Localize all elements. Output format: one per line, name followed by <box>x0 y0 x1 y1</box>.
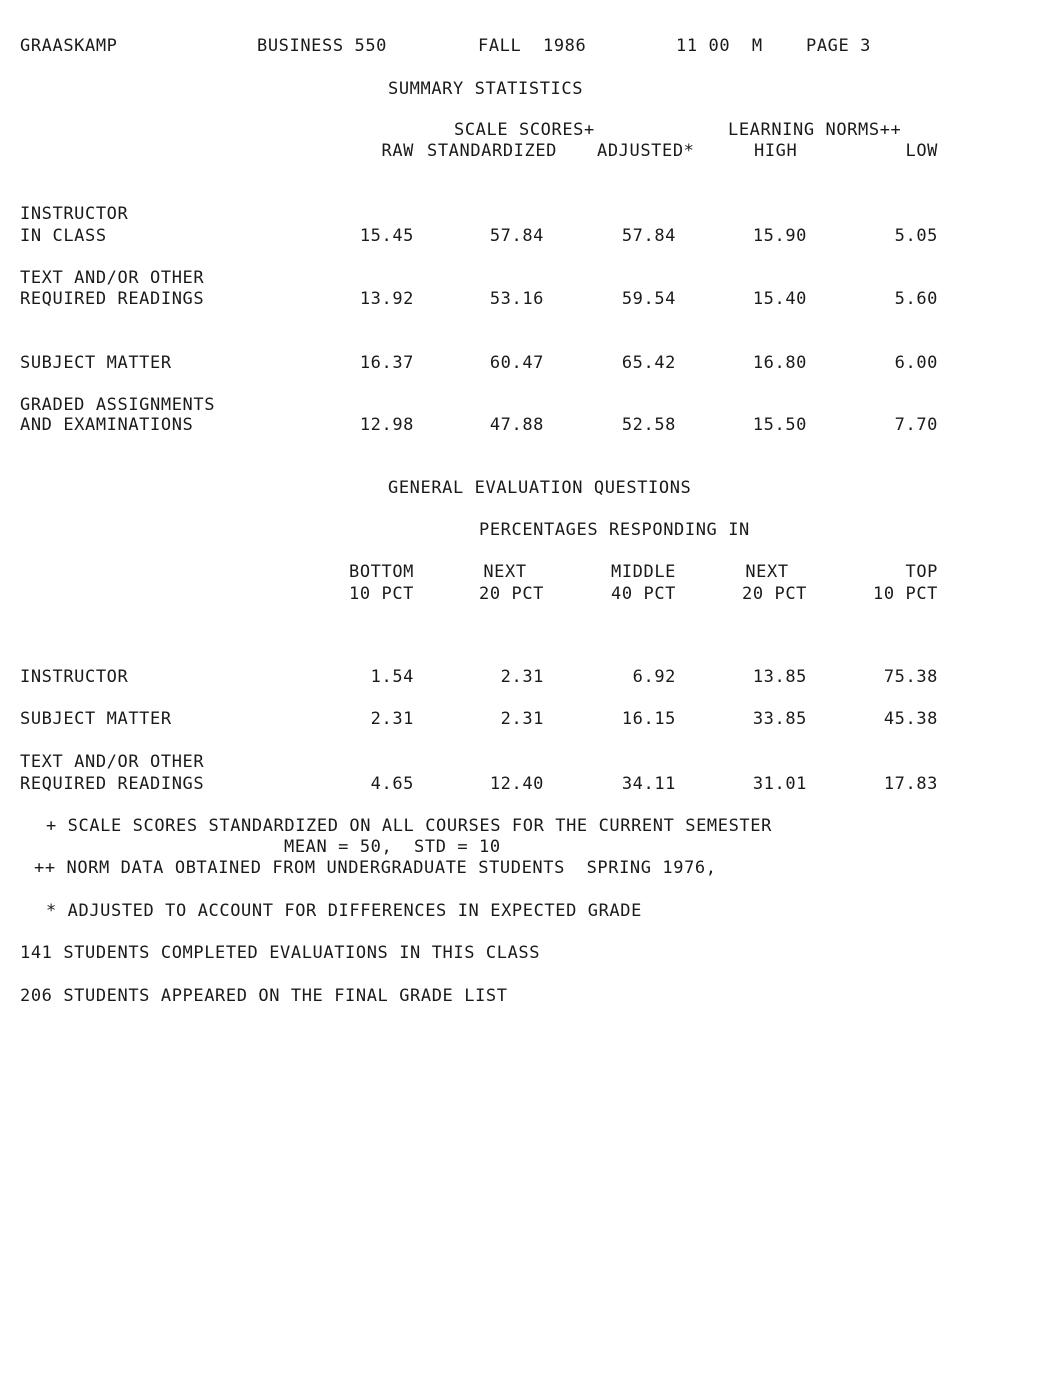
term: FALL 1986 <box>478 36 587 56</box>
col-header-middle-pct: 40 PCT <box>610 584 676 604</box>
general-row-label: TEXT AND/OR OTHER <box>20 752 205 772</box>
general-row-label: INSTRUCTOR <box>20 667 129 687</box>
general-cell: 13.85 <box>752 667 807 687</box>
summary-row-label: INSTRUCTOR <box>20 204 129 224</box>
scale-scores-heading: SCALE SCORES+ <box>454 120 595 140</box>
general-cell: 45.38 <box>883 709 938 729</box>
summary-row-label: AND EXAMINATIONS <box>20 415 194 435</box>
summary-cell-adjusted: 52.58 <box>621 415 676 435</box>
summary-row-label: SUBJECT MATTER <box>20 353 172 373</box>
summary-cell-high: 15.50 <box>752 415 807 435</box>
col-header-next-low: NEXT <box>483 562 527 582</box>
general-cell: 2.31 <box>370 709 414 729</box>
general-cell: 1.54 <box>370 667 414 687</box>
col-header-top-pct: 10 PCT <box>872 584 938 604</box>
summary-cell-raw: 13.92 <box>359 289 414 309</box>
summary-cell-low: 5.05 <box>894 226 938 246</box>
summary-cell-high: 15.90 <box>752 226 807 246</box>
summary-cell-adjusted: 59.54 <box>621 289 676 309</box>
note-norm-data: ++ NORM DATA OBTAINED FROM UNDERGRADUATE STUDENTS SPRING 1976, <box>34 858 717 878</box>
page-number: PAGE 3 <box>806 36 872 56</box>
col-header-next-high: NEXT <box>745 562 789 582</box>
summary-cell-standardized: 57.84 <box>489 226 544 246</box>
summary-cell-high: 16.80 <box>752 353 807 373</box>
summary-row-label: REQUIRED READINGS <box>20 289 205 309</box>
learning-norms-heading: LEARNING NORMS++ <box>728 120 902 140</box>
general-cell: 34.11 <box>621 774 676 794</box>
general-cell: 12.40 <box>489 774 544 794</box>
general-cell: 4.65 <box>370 774 414 794</box>
col-header-bottom-pct: 10 PCT <box>348 584 414 604</box>
summary-cell-raw: 16.37 <box>359 353 414 373</box>
summary-cell-low: 6.00 <box>894 353 938 373</box>
col-header-high: HIGH <box>754 141 798 161</box>
instructor-name: GRAASKAMP <box>20 36 118 56</box>
summary-cell-high: 15.40 <box>752 289 807 309</box>
course-name: BUSINESS 550 <box>257 36 388 56</box>
summary-cell-adjusted: 57.84 <box>621 226 676 246</box>
general-subtitle: PERCENTAGES RESPONDING IN <box>479 520 750 540</box>
summary-cell-standardized: 53.16 <box>489 289 544 309</box>
summary-cell-low: 5.60 <box>894 289 938 309</box>
summary-cell-standardized: 47.88 <box>489 415 544 435</box>
general-row-label: SUBJECT MATTER <box>20 709 172 729</box>
col-header-raw: RAW <box>381 141 414 161</box>
general-cell: 2.31 <box>500 667 544 687</box>
summary-cell-raw: 15.45 <box>359 226 414 246</box>
note-mean-std: MEAN = 50, STD = 10 <box>284 837 501 857</box>
summary-row-label: GRADED ASSIGNMENTS <box>20 395 216 415</box>
students-appeared: 206 STUDENTS APPEARED ON THE FINAL GRADE LIST <box>20 986 508 1006</box>
col-header-next-low-pct: 20 PCT <box>478 584 544 604</box>
col-header-low: LOW <box>905 141 938 161</box>
summary-row-label: IN CLASS <box>20 226 107 246</box>
summary-cell-adjusted: 65.42 <box>621 353 676 373</box>
general-cell: 6.92 <box>632 667 676 687</box>
note-adjusted: * ADJUSTED TO ACCOUNT FOR DIFFERENCES IN EXPECTED GRADE <box>46 901 642 921</box>
col-header-bottom: BOTTOM <box>348 562 414 582</box>
summary-title: SUMMARY STATISTICS <box>388 79 584 99</box>
class-time: 11 00 M <box>676 36 763 56</box>
general-cell: 16.15 <box>621 709 676 729</box>
general-cell: 2.31 <box>500 709 544 729</box>
general-cell: 31.01 <box>752 774 807 794</box>
general-cell: 75.38 <box>883 667 938 687</box>
col-header-top: TOP <box>905 562 938 582</box>
summary-cell-standardized: 60.47 <box>489 353 544 373</box>
note-scale-scores: + SCALE SCORES STANDARDIZED ON ALL COURSES FOR THE CURRENT SEMESTER <box>46 816 772 836</box>
summary-cell-low: 7.70 <box>894 415 938 435</box>
col-header-next-high-pct: 20 PCT <box>741 584 807 604</box>
summary-cell-raw: 12.98 <box>359 415 414 435</box>
col-header-middle: MIDDLE <box>610 562 676 582</box>
col-header-standardized: STANDARDIZED <box>427 141 558 161</box>
students-completed: 141 STUDENTS COMPLETED EVALUATIONS IN THIS CLASS <box>20 943 541 963</box>
summary-row-label: TEXT AND/OR OTHER <box>20 268 205 288</box>
general-title: GENERAL EVALUATION QUESTIONS <box>388 478 692 498</box>
general-cell: 33.85 <box>752 709 807 729</box>
col-header-adjusted: ADJUSTED* <box>597 141 695 161</box>
general-cell: 17.83 <box>883 774 938 794</box>
general-row-label: REQUIRED READINGS <box>20 774 205 794</box>
